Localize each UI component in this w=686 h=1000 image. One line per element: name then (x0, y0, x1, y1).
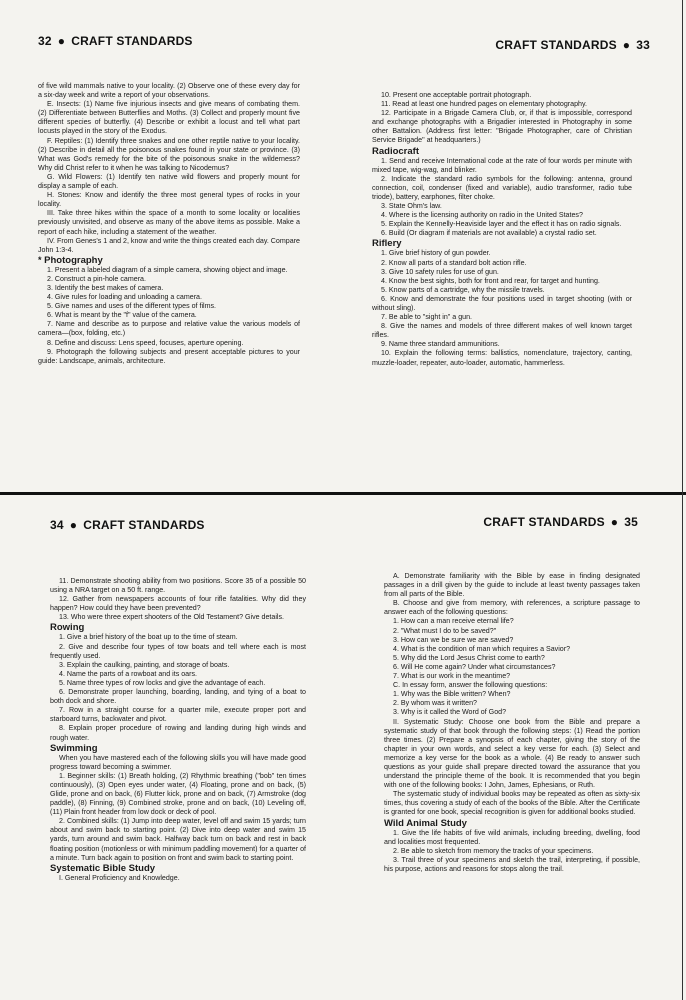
paragraph: 1. Give the life habits of five wild animals, including breeding, dwelling, food and localities most frequented. (384, 828, 640, 846)
paragraph: H. Stones: Know and identify the three most general types of rocks in your locality. (38, 191, 300, 209)
paragraph: 5. Know parts of a cartridge, why the missile travels. (381, 285, 545, 294)
paragraph: 12. Participate in a Brigade Camera Club, or, if that is impossible, correspond and exchange photographs with a Brigadier interested in Photography in some other Battalion. (Address first letter: "Brigade Photographer, care of Christian Service Brigade" at headquarters.) (372, 109, 632, 145)
paragraph: 8. Define and discuss: Lens speed, focuses, aperture opening. (47, 338, 244, 347)
paragraph: 7. Row in a straight course for a quarter mile, execute proper port and starboard turns, backwater and pivot. (50, 706, 306, 724)
paragraph: 5. Why did the Lord Jesus Christ come to earth? (393, 653, 545, 662)
section-heading (384, 818, 640, 829)
paragraph: 2. Indicate the standard radio symbols for the following: antenna, ground connection, coil, condenser (fixed and variable), audio transformer, radio tube triode), battery, earphones, filter choke. (372, 174, 632, 201)
paragraph: 1. Send and receive International code at the rate of four words per minute with mixed tape, wig-wag, and blinker. (372, 156, 632, 174)
paragraph: 1. How can a man receive eternal life? (393, 617, 514, 626)
paragraph: II. Systematic Study: Choose one book from the Bible and prepare a systematic study of that book through the following steps: (1) Read the portion three times. (2) Prepare a synopsis of each chapter, giving the story of the chapter in your own words, and select a key verse for each. (3) Select and memorize a key verse for the book as a whole. (4) Be ready to answer such questions as your guide shall prepare directed toward the assurance that you understand the principle theme of the book. It is recommended that you begin with one of the following books: I John, James, Ephesians, or Ruth. (384, 717, 640, 790)
section-heading-text: Swimming (50, 742, 98, 754)
paragraph: 4. Know the best sights, both for front and rear, for target and hunting. (381, 276, 600, 285)
page-32-header (38, 34, 193, 48)
page-35-header (483, 515, 638, 529)
paragraph: 4. Name the parts of a rowboat and its oars. (59, 669, 198, 678)
paragraph: 1. Give brief history of gun powder. (381, 249, 491, 258)
section-heading (50, 743, 306, 754)
section-heading-text: Rowing (50, 622, 85, 634)
paragraph: 3. Why is it called the Word of God? (393, 708, 507, 717)
paragraph: 8. Explain proper procedure of rowing and landing during high winds and rough water. (50, 724, 306, 742)
section-heading-text: Systematic Bible Study (50, 862, 156, 874)
paragraph: 1. Why was the Bible written? When? (393, 690, 511, 699)
paragraph: 5. Name three types of row locks and give the advantage of each. (59, 678, 266, 687)
paragraph: III. Take three hikes within the space of a month to some locality or localities previously unvisited, and observe as many of the above items as possible. Make a report of each hike, including a statement of the weather. (38, 209, 300, 236)
section-heading-text: Wild Animal Study (384, 817, 467, 829)
paragraph: 8. Give the names and models of three different makes of well known target rifles. (372, 322, 632, 340)
paragraph: 4. Where is the licensing authority on radio in the United States? (381, 211, 583, 220)
paragraph: 5. Give names and uses of the different types of films. (47, 302, 217, 311)
section-heading (50, 622, 306, 633)
paragraph: 3. Identify the best makes of camera. (47, 283, 164, 292)
paragraph: 2. Know all parts of a standard bolt action rifle. (381, 258, 527, 267)
paragraph: 7. What is our work in the meantime? (393, 672, 511, 681)
paragraph: 7. Be able to "sight in" a gun. (381, 313, 473, 322)
paragraph: 6. Will He come again? Under what circumstances? (393, 662, 556, 671)
paragraph: 1. Beginner skills: (1) Breath holding, (2) Rhythmic breathing ("bob" ten times continuously), (3) Open eyes under water, (4) Floating, prone and on back, (5) Glide, prone and on back, (6) Flutter kick, prone and on back, (7) Armstroke (dog paddle), (8) Finning, (9) Combined stroke, prone and on back, (10) Leveling off, (11) Plain front header from low dock or deck of pool. (50, 771, 306, 817)
paragraph: 2. By whom was it written? (393, 699, 477, 708)
section-heading-text: Riflery (372, 238, 402, 250)
paragraph: 4. What is the condition of man which requires a Savior? (393, 644, 571, 653)
paragraph: 3. State Ohm's law. (381, 202, 442, 211)
paragraph: 2. Be able to sketch from memory the tracks of your specimens. (393, 846, 594, 855)
paragraph: 3. How can we be sure we are saved? (393, 635, 514, 644)
paragraph: 11. Read at least one hundred pages on elementary photography. (381, 100, 587, 109)
paragraph: 6. Know and demonstrate the four positions used in target shooting (with or without sling). (372, 294, 632, 312)
page-number: 32 (38, 34, 52, 48)
page-33-header (495, 38, 650, 52)
running-title: CRAFT STANDARDS (71, 34, 193, 48)
paragraph: 5. Explain the Kennelly-Heaviside layer and the effect it has on radio signals. (381, 220, 622, 229)
paragraph: F. Reptiles: (1) Identify three snakes and one other reptile native to your locality. (2) Describe in detail all the poisonous snakes found in your state or province. (3) What was God's remedy for the bite of the poisonous snake in the wilderness? Why did Christ refer to it when he was talking to Nicodemus? (38, 136, 300, 172)
running-title: CRAFT STANDARDS (495, 38, 617, 52)
paragraph: C. In essay form, answer the following questions: (393, 681, 548, 690)
page-edge-line (682, 0, 683, 1000)
section-heading (50, 863, 306, 874)
paragraph: IV. From Genes's 1 and 2, know and write the things created each day. Compare John 1:3-4. (38, 236, 300, 254)
paragraph: 4. Give rules for loading and unloading a camera. (47, 293, 202, 302)
paragraph: 12. Gather from newspapers accounts of four rifle fatalities. Why did they happen? How could they have been prevented? (50, 595, 306, 613)
page-35-column (384, 572, 640, 874)
bullet-icon: ● (610, 515, 619, 529)
section-heading (372, 146, 632, 157)
paragraph: I. General Proficiency and Knowledge. (59, 873, 180, 882)
paragraph: 1. Give a brief history of the boat up to the time of steam. (59, 633, 238, 642)
paragraph: 11. Demonstrate shooting ability from two positions. Score 35 of a possible 50 using a NRA target on a 50 ft. range. (50, 577, 306, 595)
bullet-icon: ● (57, 34, 66, 48)
paragraph: 2. Give and describe four types of tow boats and tell where each is most frequently used. (50, 642, 306, 660)
section-heading (38, 255, 300, 266)
section-heading (372, 238, 632, 249)
paragraph: of five wild mammals native to your locality. (2) Observe one of these every day for a six-day week and write a report of your observations. (38, 82, 300, 100)
bullet-icon: ● (69, 518, 78, 532)
paragraph: 9. Photograph the following subjects and present acceptable pictures to your guide: Landscape, animals, architecture. (38, 347, 300, 365)
paragraph: 7. Name and describe as to purpose and relative value the various models of camera—(box, folding, etc.) (38, 320, 300, 338)
paragraph: 9. Name three standard ammunitions. (381, 340, 500, 349)
running-title: CRAFT STANDARDS (83, 518, 205, 532)
paragraph: 2. "What must I do to be saved?" (393, 626, 497, 635)
page-divider (0, 492, 686, 495)
bullet-icon: ● (622, 38, 631, 52)
paragraph: 1. Present a labeled diagram of a simple camera, showing object and image. (47, 265, 288, 274)
page-number: 33 (636, 38, 650, 52)
page-34-header (50, 518, 205, 532)
paragraph: 13. Who were three expert shooters of the Old Testament? Give details. (59, 613, 285, 622)
bottom-page-spread (0, 500, 686, 1000)
paragraph: 2. Construct a pin-hole camera. (47, 274, 146, 283)
paragraph: B. Choose and give from memory, with references, a scripture passage to answer each of the following questions: (384, 599, 640, 617)
page-number: 35 (624, 515, 638, 529)
paragraph: 10. Present one acceptable portrait photograph. (381, 91, 532, 99)
paragraph: 10. Explain the following terms: ballistics, nomenclature, trajectory, canting, muzzle-loader, repeater, auto-loader, automatic, hammerless. (372, 349, 632, 367)
paragraph: 3. Give 10 safety rules for use of gun. (381, 267, 499, 276)
paragraph: The systematic study of individual books may be repeated as often as sixty-six times, thus covering a study of each of the books of the Bible. After the Certificate is granted for one book, special recognition is given for additional books studied. (384, 790, 640, 817)
section-heading-text: Radiocraft (372, 145, 419, 157)
page-34-column (50, 577, 306, 883)
paragraph: 3. Trail three of your specimens and sketch the trail, interpreting, if possible, his purpose, actions and reasons for stops along the trail. (384, 855, 640, 873)
paragraph: When you have mastered each of the following skills you will have made good progress toward becoming a swimmer. (50, 753, 306, 771)
paragraph: E. Insects: (1) Name five injurious insects and give means of combating them. (2) Differentiate between Butterflies and Moths. (3) Collect and properly mount five different species of butterfly. (4) Describe or exhibit a locust and tell what part locusts played in the story of the Exodus. (38, 100, 300, 136)
paragraph: 6. Build (Or diagram if materials are not available) a crystal radio set. (381, 229, 597, 238)
section-heading-text: Photography (44, 254, 103, 266)
paragraph: G. Wild Flowers: (1) Identify ten native wild flowers and properly mount for display a sample of each. (38, 172, 300, 191)
paragraph: 6. What is meant by the "f" value of the camera. (47, 311, 197, 320)
paragraph: A. Demonstrate familiarity with the Bible by ease in finding designated passages in a drill given by the guide to include at least twenty passages taken from all parts of the Bible. (384, 572, 640, 599)
page-33-column (372, 91, 632, 368)
paragraph: 3. Explain the caulking, painting, and storage of boats. (59, 660, 230, 669)
page-number: 34 (50, 518, 64, 532)
running-title: CRAFT STANDARDS (483, 515, 605, 529)
paragraph: 6. Demonstrate proper launching, boarding, landing, and tying of a boat to both dock and shore. (50, 688, 306, 706)
page-32-column (38, 82, 300, 366)
paragraph: 2. Combined skills: (1) Jump into deep water, level off and swim 15 yards; turn about and swim back to starting point. (2) Dive into deep water and swim 15 yards, turn around and swim back. Halfway back turn on back and rest in back floating position (motionless or with minimum paddling movement) for a quarter of a minute. Turn back again to position on front and swim back to starting point. (50, 817, 306, 862)
asterisk-icon: * (38, 254, 42, 265)
